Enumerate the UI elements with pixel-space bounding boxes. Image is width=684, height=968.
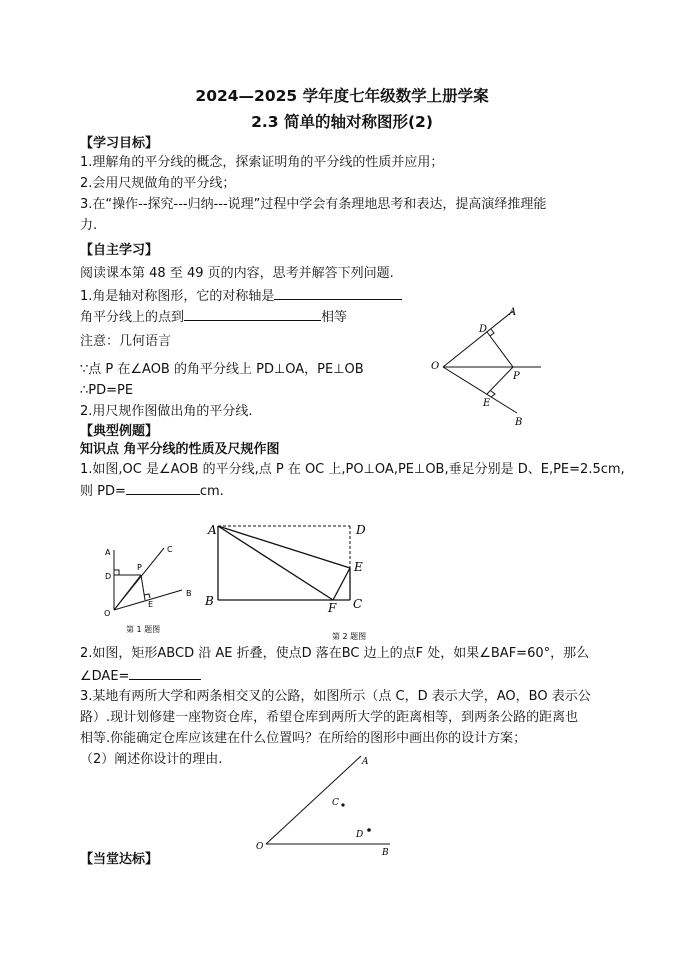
- goal-1: 1.理解角的平分线的概念，探索证明角的平分线的性质并应用；: [80, 155, 444, 170]
- question-2: 2.用尺规作图做出角的平分线.: [80, 404, 253, 419]
- segment-pe: [487, 367, 513, 394]
- example-1-prefix: 则 PD=: [80, 484, 126, 499]
- answer-blank-distance[interactable]: [184, 308, 321, 321]
- example-1-line-1: 1.如图,OC 是∠AOB 的平分线,点 P 在 OC 上,PO⊥OA,PE⊥OB,垂足分别是 D、E,PE=2.5cm,: [80, 462, 625, 477]
- right-angle-e: [491, 391, 495, 397]
- question-1b: [80, 308, 347, 326]
- label-p: P: [137, 563, 142, 572]
- proof-line-2: ∴PD=PE: [80, 383, 134, 398]
- segment-fe: [333, 568, 350, 600]
- self-study-intro: 阅读课本第 48 至 49 页的内容，思考并解答下列问题.: [80, 266, 394, 281]
- label-a: A: [208, 523, 217, 537]
- answer-blank-axis[interactable]: [274, 287, 402, 300]
- figure-3: [250, 748, 400, 858]
- figure-2-caption: 第 2 题图: [332, 632, 367, 641]
- label-a: A: [362, 757, 369, 767]
- fold-ae: [218, 526, 350, 568]
- label-d: D: [356, 830, 364, 840]
- example-2-line-2: [80, 667, 201, 685]
- example-3-line-3: 相等.你能确定仓库应该建在什么位置吗？在所给的图形中画出你的设计方案；: [80, 731, 527, 746]
- label-a: A: [509, 307, 517, 318]
- label-c: C: [167, 545, 173, 554]
- figure-2: [200, 518, 376, 644]
- figure-1: [98, 538, 198, 638]
- ray-oa: [443, 311, 513, 367]
- page-subtitle: 2.3 简单的轴对称图形(2): [251, 113, 433, 131]
- label-o: O: [431, 361, 440, 372]
- knowledge-point: 知识点 角平分线的性质及尺规作图: [80, 442, 280, 457]
- example-3-line-2: 路）.现计划修建一座物资仓库，希望仓库到两所大学的距离相等，到两条公路的距离也: [80, 710, 579, 725]
- goal-3: 3.在“操作--探究---归纳---说理”过程中学会有条理地思考和表达，提高演绎推理能: [80, 197, 547, 212]
- label-b: B: [205, 594, 214, 608]
- segment-pe: [141, 575, 145, 600]
- label-e: E: [354, 560, 363, 574]
- point-d: [367, 828, 371, 832]
- label-d: D: [356, 523, 366, 537]
- label-d: D: [105, 572, 112, 581]
- goal-2: 2.会用尺规做角的平分线；: [80, 176, 236, 191]
- page-title: 2024—2025 学年度七年级数学上册学案: [195, 87, 489, 105]
- segment-po: [114, 575, 141, 610]
- section-practice: 【当堂达标】: [80, 852, 159, 867]
- section-self-study: 【自主学习】: [80, 243, 159, 258]
- point-c: [341, 803, 344, 806]
- label-p: P: [513, 371, 520, 382]
- segment-pd: [487, 332, 513, 367]
- label-o: O: [256, 842, 264, 852]
- section-examples: 【典型例题】: [80, 424, 159, 439]
- section-goals: 【学习目标】: [80, 136, 159, 151]
- label-d: D: [479, 324, 488, 335]
- goal-3-cont: 力.: [80, 218, 98, 233]
- label-b: B: [515, 417, 523, 428]
- example-2-line-1: 2.如图，矩形ABCD 沿 AE 折叠，使点D 落在BC 边上的点F 处，如果∠BAF=60°，那么: [80, 646, 590, 661]
- label-c: C: [332, 798, 339, 808]
- example-3-line-1: 3.某地有两所大学和两条相交叉的公路，如图所示（点 C，D 表示大学，AO，BO 表示公: [80, 689, 591, 704]
- example-1-line-2: [80, 482, 224, 500]
- figure-1-caption: 第 1 题图: [126, 625, 161, 634]
- label-c: C: [353, 597, 363, 611]
- answer-blank-dae[interactable]: [129, 667, 201, 680]
- proof-line-1: ∵点 P 在∠AOB 的角平分线上 PD⊥OA，PE⊥OB: [80, 362, 364, 377]
- label-e: E: [483, 398, 491, 409]
- label-e: E: [148, 600, 154, 609]
- right-angle-d: [114, 570, 119, 575]
- figure-angle-bisector: [425, 296, 555, 430]
- question-1a: [80, 287, 402, 305]
- answer-blank-pd[interactable]: [126, 482, 200, 495]
- question-1a-text: 1.角是轴对称图形，它的对称轴是: [80, 289, 275, 304]
- label-b: B: [382, 848, 389, 858]
- example-3-line-4: （2）阐述你设计的理由.: [80, 752, 223, 767]
- segment-af: [218, 526, 333, 600]
- question-1b-end: 相等: [321, 310, 348, 325]
- label-a: A: [105, 548, 111, 557]
- label-o: O: [104, 609, 111, 618]
- label-f: F: [328, 601, 337, 615]
- right-angle-d: [490, 329, 494, 336]
- question-1b-text: 角平分线上的点到: [80, 310, 185, 325]
- note-text: 注意：几何语言: [80, 334, 172, 349]
- road-oa: [266, 756, 364, 844]
- example-2-prefix: ∠DAE=: [80, 669, 130, 684]
- example-1-unit: cm.: [199, 484, 224, 499]
- label-b: B: [186, 589, 192, 598]
